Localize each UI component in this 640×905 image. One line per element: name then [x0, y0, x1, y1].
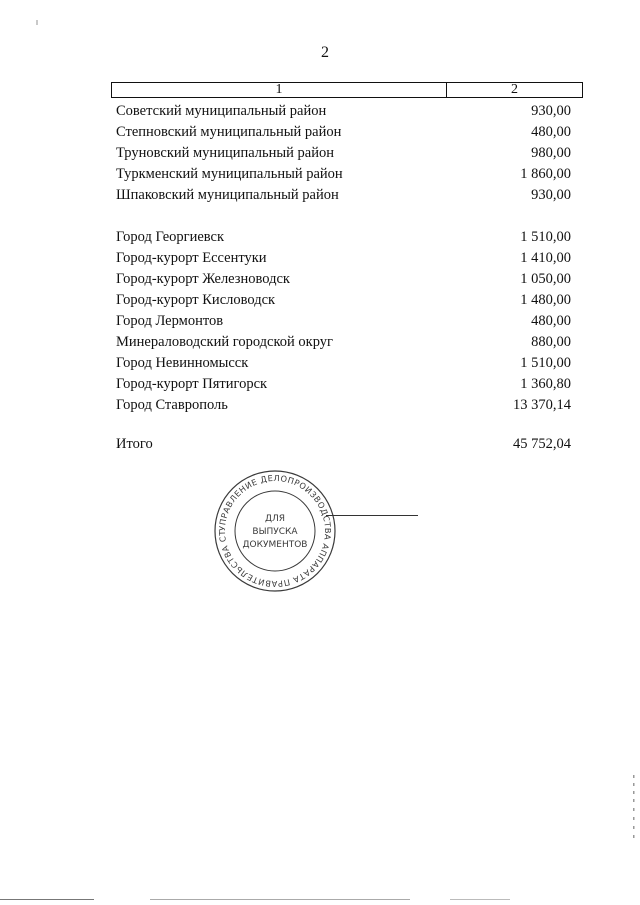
total-value: 45 752,04 — [513, 436, 571, 452]
row-name: Город-курорт Ессентуки — [116, 250, 267, 266]
row-name: Город-курорт Кисловодск — [116, 292, 276, 308]
table-row — [116, 353, 571, 374]
official-stamp — [212, 468, 338, 594]
scan-bottom-line — [150, 899, 410, 900]
scan-side-marks — [632, 775, 636, 845]
table-row — [116, 227, 571, 248]
table-row — [116, 143, 571, 164]
row-name: Город-курорт Пятигорск — [116, 376, 268, 392]
stamp-line-2: ВЫПУСКА — [252, 527, 298, 537]
row-value: 480,00 — [531, 313, 571, 329]
row-name: Степновский муниципальный район — [116, 124, 342, 140]
table-row-spacer — [116, 206, 571, 227]
row-name: Туркменский муниципальный район — [116, 166, 343, 182]
scan-bottom-line — [450, 899, 510, 900]
row-name: Город-курорт Железноводск — [116, 271, 290, 287]
row-name: Труновский муниципальный район — [116, 145, 334, 161]
row-name: Город Георгиевск — [116, 229, 225, 245]
row-value: 480,00 — [531, 124, 571, 140]
row-name: Советский муниципальный район — [116, 103, 327, 119]
total-label: Итого — [116, 436, 153, 452]
table-header — [111, 82, 583, 98]
row-value: 880,00 — [531, 334, 571, 350]
header-col-1: 1 — [112, 83, 447, 97]
stamp-line-1: ДЛЯ — [264, 514, 286, 524]
table-body — [116, 101, 571, 416]
scan-bottom-line — [0, 899, 94, 900]
table-row — [116, 122, 571, 143]
page-number: 2 — [321, 44, 329, 61]
row-value: 980,00 — [531, 145, 571, 161]
row-value: 1 480,00 — [520, 292, 571, 308]
stamp-seal-icon — [212, 468, 338, 594]
signature-line — [326, 515, 418, 516]
table-row — [116, 101, 571, 122]
row-value: 930,00 — [531, 187, 571, 203]
table-row — [116, 395, 571, 416]
table-row — [116, 164, 571, 185]
table-row — [116, 248, 571, 269]
table-row — [116, 269, 571, 290]
header-col-2: 2 — [511, 82, 518, 97]
row-name: Минераловодский городской округ — [116, 334, 333, 350]
table-row — [116, 374, 571, 395]
row-value: 1 860,00 — [520, 166, 571, 182]
row-value: 930,00 — [531, 103, 571, 119]
table-row — [116, 290, 571, 311]
row-value: 1 510,00 — [520, 355, 571, 371]
table-row — [116, 311, 571, 332]
stamp-line-3: ДОКУМЕНТОВ — [242, 540, 308, 550]
scan-mark — [36, 20, 38, 25]
row-name: Город Ставрополь — [116, 397, 228, 413]
stamp-ring-text: УПРАВЛЕНИЕ ДЕЛОПРОИЗВОДСТВА АППАРАТА ПРАВИТЕЛЬСТВА СТ — [216, 472, 334, 590]
total-row — [116, 434, 571, 455]
row-value: 1 510,00 — [520, 229, 571, 245]
row-name: Город Невинномысск — [116, 355, 249, 371]
row-name: Город Лермонтов — [116, 313, 224, 329]
row-value: 1 360,80 — [520, 376, 571, 392]
row-value: 13 370,14 — [513, 397, 571, 413]
row-value: 1 050,00 — [520, 271, 571, 287]
row-name: Шпаковский муниципальный район — [116, 187, 339, 203]
row-value: 1 410,00 — [520, 250, 571, 266]
table-row — [116, 332, 571, 353]
table-row — [116, 185, 571, 206]
